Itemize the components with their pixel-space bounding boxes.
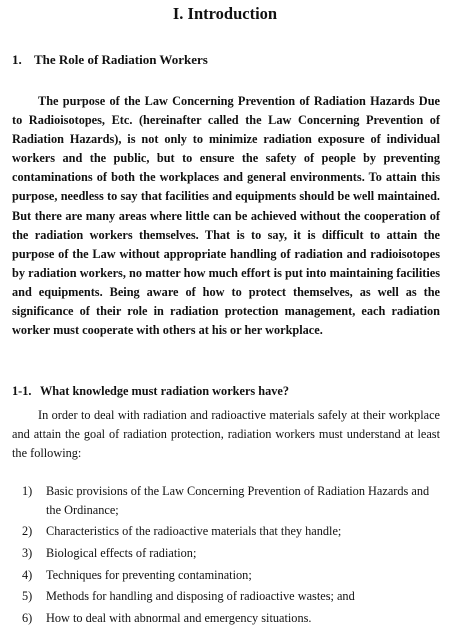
list-item-text: Basic provisions of the Law Concerning Prevention of Radiation Hazards and the Ordinance; (46, 484, 430, 517)
list-item (22, 544, 442, 563)
section-heading (12, 52, 208, 68)
subsection-title: What knowledge must radiation workers have? (40, 384, 290, 398)
list-item (22, 609, 442, 628)
list-item (22, 522, 442, 541)
list-item-number: 2) (22, 524, 33, 539)
list-item (22, 482, 442, 519)
knowledge-list (22, 482, 442, 631)
chapter-title: I. Introduction (172, 4, 278, 23)
list-item-text: Methods for handling and disposing of radioactive wastes; and (46, 589, 355, 604)
section-title: The Role of Radiation Workers (34, 52, 208, 67)
list-item-text: Techniques for preventing contamination; (46, 567, 252, 582)
list-item (22, 566, 442, 585)
section-number: 1. (12, 52, 22, 67)
list-item-number: 5) (22, 589, 33, 604)
section-paragraph: The purpose of the Law Concerning Prevention of Radiation Hazards Due to Radioisotopes, Etc. (hereinafter called the Law Concerning Prevention of Radiation Hazards), is not only to minimize radiation exposure of individual workers and the public, but to ensure the safety of people by preventing contaminations of both the workplaces and general environments. To attain this purpose, needless to say that facilities and equipments should be well maintained. But there are many areas where little can be achieved without the cooperation of the radiation workers themselves. That is to say, it is difficult to attain the purpose of the Law without appropriate handling of radiation and radioisotopes by radiation workers, no matter how much effort is put into maintaining facilities and equipments. Being aware of how to protect themselves, as well as the significance of their role in radiation protection management, each radiation worker must cooperate with others at his or her workplace. (12, 94, 440, 338)
list-item (22, 587, 442, 606)
list-item-text: How to deal with abnormal and emergency situations. (46, 610, 312, 625)
list-item-number: 4) (22, 567, 33, 582)
subsection-heading (12, 384, 289, 399)
list-item-number: 6) (22, 610, 33, 625)
list-item-number: 1) (22, 484, 33, 498)
list-item-number: 3) (22, 545, 33, 560)
list-item-text: Biological effects of radiation; (46, 545, 197, 560)
subsection-number: 1-1. (12, 384, 32, 398)
subsection-paragraph: In order to deal with radiation and radioactive materials safely at their workplace and attain the goal of radiation protection, radiation workers must understand at least the following: (12, 408, 440, 460)
list-item-text: Characteristics of the radioactive materials that they handle; (46, 524, 342, 539)
